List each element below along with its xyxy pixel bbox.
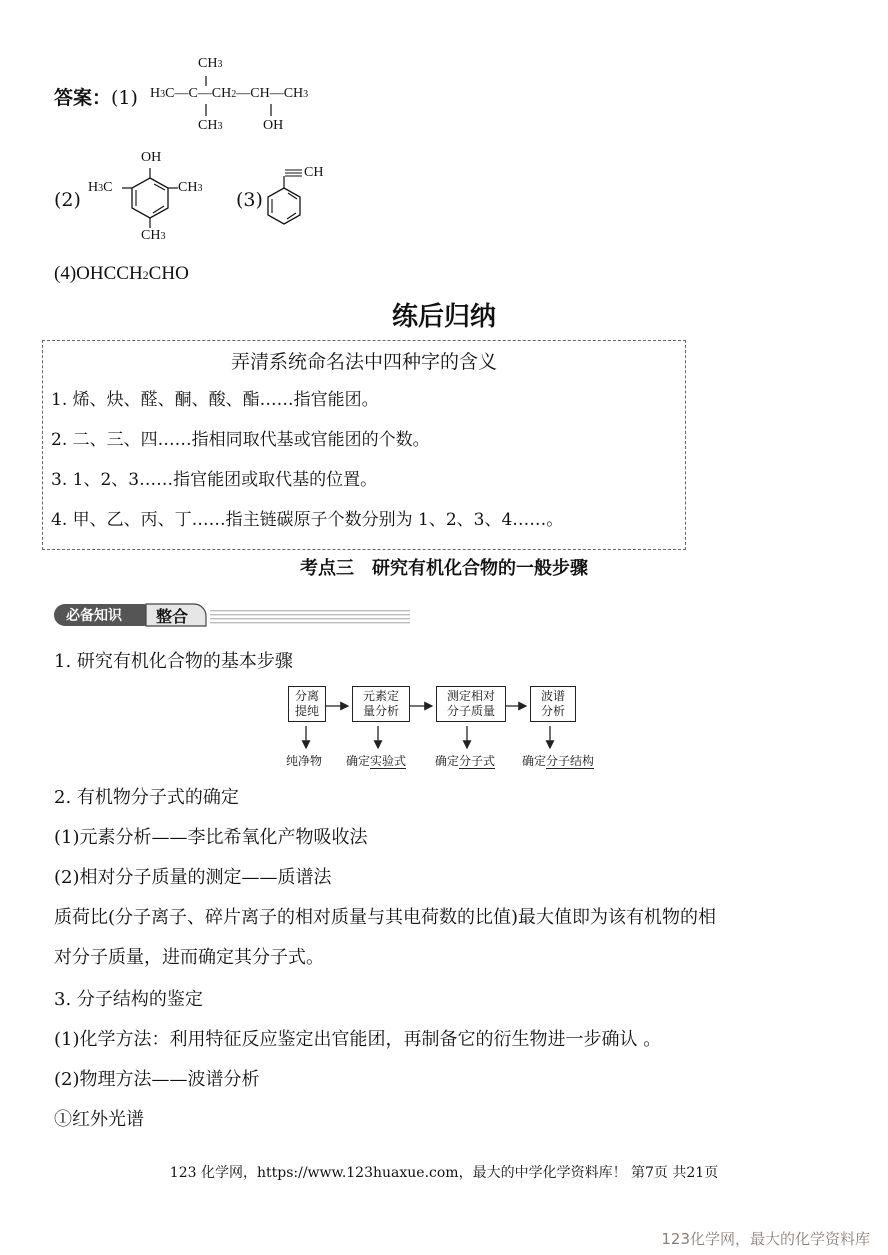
- section-title: 考点三 研究有机化合物的一般步骤: [300, 558, 588, 579]
- flow-label-empirical-formula: 确定实验式: [346, 754, 407, 768]
- step-3-item-1: (1)化学方法：利用特征反应鉴定出官能团，再制备它的衍生物进一步确认 。: [54, 1029, 662, 1050]
- structure-2-left-methyl: H3C: [88, 180, 113, 195]
- step-3-title: 3. 分子结构的鉴定: [54, 989, 203, 1010]
- banner-right-label: 整合: [156, 607, 189, 626]
- step-2-title: 2. 有机物分子式的确定: [54, 787, 239, 808]
- research-steps-flowchart: [280, 686, 620, 772]
- structure-2-hydroxyl: OH: [141, 150, 162, 165]
- flow-label-pure-substance: 纯净物: [286, 754, 323, 768]
- structure-2-bottom-methyl: CH3: [141, 228, 166, 243]
- answer-2-number: (2): [54, 189, 81, 211]
- naming-rules-box: [42, 340, 686, 550]
- structure-1-main-chain: H3C—C—CH2—CH—CH3: [150, 86, 309, 101]
- step-2-paragraph-line-2: 对分子质量，进而确定其分子式。: [54, 947, 324, 968]
- naming-rule-4: 4. 甲、乙、丙、丁……指主链碳原子个数分别为 1、2、3、4……。: [51, 510, 564, 530]
- summary-heading: 练后归纳: [391, 302, 496, 332]
- answer-label: 答案：: [54, 87, 112, 109]
- structure-3-alkyne-ch: CH: [304, 165, 324, 180]
- structure-3: [262, 162, 342, 234]
- site-watermark: 123化学网，最大的化学资料库: [661, 1230, 870, 1248]
- step-3-item-3: ①红外光谱: [54, 1109, 144, 1130]
- structure-3-ring: [262, 162, 342, 234]
- flow-label-molecular-structure: 确定分子结构: [522, 754, 595, 768]
- naming-rules-title: 弄清系统命名法中四种字的含义: [230, 351, 497, 373]
- flow-label-molecular-formula: 确定分子式: [435, 754, 496, 768]
- step-1-title: 1. 研究有机化合物的基本步骤: [54, 651, 293, 672]
- structure-1-top-methyl: CH3: [198, 56, 223, 71]
- page-footer: 123 化学网，https://www.123huaxue.com，最大的中学化学资料库！ 第7页 共21页: [169, 1165, 719, 1181]
- structure-2-right-methyl: CH3: [178, 180, 203, 195]
- flow-box-molecular-mass: 测定相对 分子质量: [436, 686, 506, 722]
- step-3-item-2: (2)物理方法——波谱分析: [54, 1069, 260, 1090]
- knowledge-banner: [54, 602, 414, 628]
- step-2-paragraph-line-1: 质荷比(分子离子、碎片离子的相对质量与其电荷数的比值)最大值即为该有机物的相: [54, 907, 717, 928]
- answer-1-number: (1): [111, 87, 138, 109]
- flow-box-spectroscopy: 波谱 分析: [530, 686, 576, 722]
- structure-1-bottom-methyl: CH3: [198, 118, 223, 133]
- naming-rule-3: 3. 1、2、3……指官能团或取代基的位置。: [51, 470, 378, 490]
- structure-2: [88, 148, 218, 248]
- structure-1-hydroxyl: OH: [263, 118, 284, 133]
- flow-box-elemental-analysis: 元素定 量分析: [352, 686, 410, 722]
- answer-3-number: (3): [236, 189, 263, 211]
- answer-label-row: [54, 86, 138, 110]
- flow-box-separation: 分离 提纯: [288, 686, 326, 722]
- step-2-item-1: (1)元素分析——李比希氧化产物吸收法: [54, 827, 368, 848]
- naming-rule-2: 2. 二、三、四……指相同取代基或官能团的个数。: [51, 430, 430, 450]
- answer-4: (4)OHCCH2CHO: [54, 263, 189, 284]
- structure-1: [150, 52, 350, 138]
- banner-left-label: 必备知识: [66, 608, 122, 624]
- step-2-item-2: (2)相对分子质量的测定——质谱法: [54, 867, 332, 888]
- naming-rule-1: 1. 烯、炔、醛、酮、酸、酯……指官能团。: [51, 390, 379, 410]
